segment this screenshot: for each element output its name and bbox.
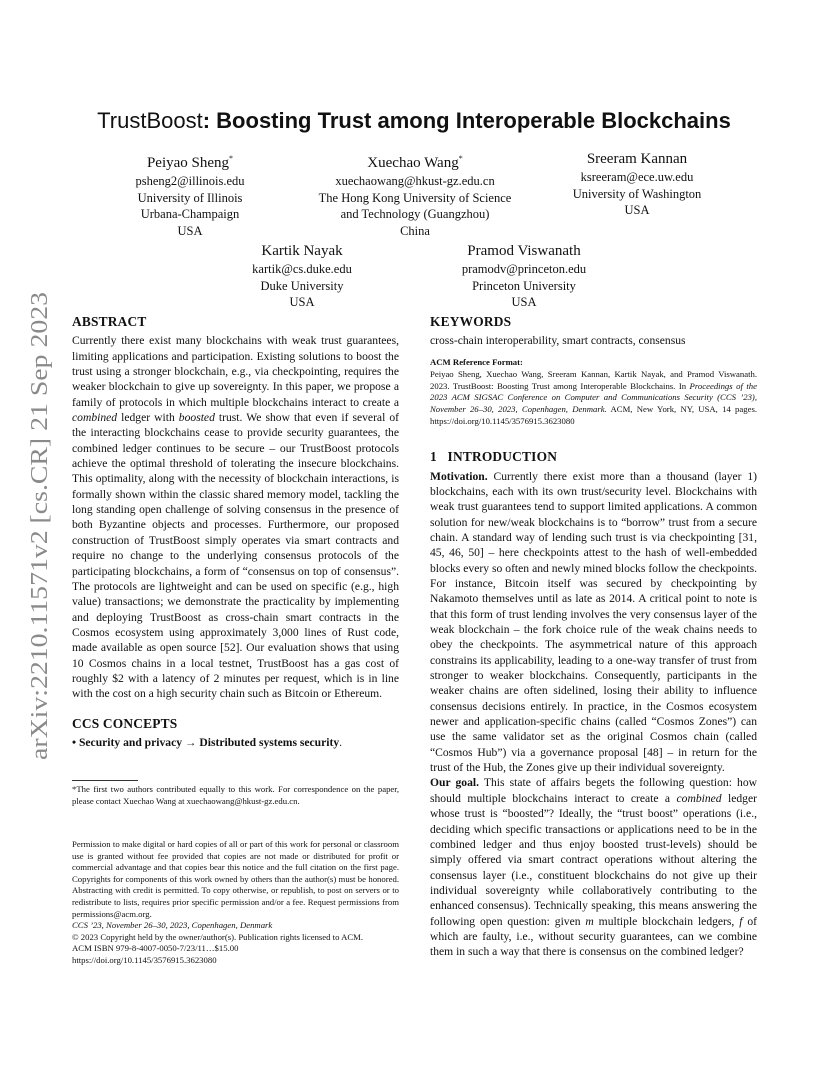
footnote: *The first two authors contributed equally to this work. For correspondence on the paper, please contact Xuechao Wang at xuechaowang@hkust-gz.edu.cn.	[72, 784, 399, 806]
author-block	[424, 242, 624, 311]
author-name: Kartik Nayak	[261, 243, 343, 259]
intro-motivation: Motivation. Currently there exist more than a thousand (layer 1) blockchains, each with its own trust/security level. Blockchains with weak trust guarantees tend to support limited applications. A common solution for new/weak blockchains is to “borrow” trust from a secure chain. A standard way of lending such trust is via checkpointing [31, 45, 46, 50] – here checkpoints attest to the hash of well-embedded blocks every so often and newly mined blocks follow the checkpoints. For instance, Bitcoin itself was secured by checkpointing by Nakamoto themselves until as late as 2014. A critical point to note is that this form of trust lending involves the very consensus layer of the weak blockchain – the fork choice rule of the weak chains needs to obey the checkpoints. The asymmetrical nature of this approach constrains its applicability, leading to a one-way transfer of trust from stronger to weaker blockchains. Consequently, participants in the weaker chains are often sidelined, losing their ability to influence consensus decisions entirely. In practice, in the Cosmos ecosystem newer and application-specific chains (called “Cosmos Zones”) can use the same validator set as the original Cosmos chain (called “Cosmos Hub”) via a governance proposal [48] – in return for the trust of the Hub, the Zones give up their individual sovereignty.	[430, 469, 757, 775]
copyright-line: © 2023 Copyright held by the owner/author(s). Publication rights licensed to ACM.	[72, 931, 364, 942]
ccs-concept: • Security and privacy → Distributed systems security.	[72, 735, 343, 749]
keywords-text: cross-chain interoperability, smart contracts, consensus	[430, 334, 686, 348]
author-country: USA	[177, 223, 203, 238]
footnote-rule	[72, 780, 138, 781]
author-block	[212, 242, 392, 311]
venue-line: CCS ’23, November 26–30, 2023, Copenhagen, Denmark	[72, 920, 273, 931]
intro-heading: 1 INTRODUCTION	[430, 449, 558, 465]
author-block	[540, 150, 734, 219]
left-column	[72, 314, 399, 750]
paper-title	[60, 108, 768, 134]
author-affiliation: Duke University	[260, 278, 344, 293]
author-email: psheng2@illinois.edu	[135, 174, 245, 188]
author-affiliation: University of Illinois	[137, 190, 243, 205]
keywords-heading: KEYWORDS	[430, 314, 512, 329]
author-affiliation: The Hong Kong University of Science	[318, 190, 512, 205]
author-email: pramodv@princeton.edu	[461, 262, 587, 276]
author-country: USA	[624, 203, 650, 218]
author-name: Sreeram Kannan	[586, 151, 688, 167]
isbn-line: ACM ISBN 979-8-4007-0050-7/23/11…$15.00	[72, 943, 239, 954]
author-email: ksreeram@ece.uw.edu	[580, 170, 694, 184]
author-country: USA	[289, 295, 315, 310]
arxiv-side-stamp	[22, 290, 54, 760]
author-email: xuechaowang@hkust-gz.edu.cn	[335, 174, 495, 188]
abstract-text: Currently there exist many blockchains with weak trust guarantees, limiting applications and participation. Existing solutions to boost the trust using a stronger blockchain, e.g., via checkpointing, requires the weaker blockchain to give up sovereignty. In this paper, we propose a family of protocols in which multiple blockchains interact to create a combined ledger with boosted trust. We show that even if several of the interacting blockchains cease to provide security guarantees, the combined ledger continues to be secure – our TrustBoost protocols achieve the optimal threshold of tolerating the insecure blockchains. This optimality, along with the necessity of blockchain interactions, is formally shown within the classic shared memory model, tackling the long standing open challenge of solving consensus in the presence of both Byzantine objects and processes. Furthermore, our proposed construction of TrustBoost simply operates via smart contracts and require no change to the underlying consensus protocols of the participating blockchains, a form of “consensus on top of consensus”. The protocols are lightweight and can be used on specific (e.g., high value) transactions; we demonstrate the practicality by implementing and deploying TrustBoost as cross-chain smart contracts in the Cosmos ecosystem using approximately 3,000 lines of Rust code, made available as open source [52]. Our evaluation shows that using 10 Cosmos chains in a local testnet, TrustBoost has a gas cost of roughly $2 with a latency of 2 minutes per request, which is in line with the cost on a high security chain such as Bitcoin or Ethereum.	[72, 334, 399, 701]
right-column	[430, 314, 757, 960]
abstract-heading: ABSTRACT	[72, 314, 147, 329]
acm-ref-text: Peiyao Sheng, Xuechao Wang, Sreeram Kannan, Kartik Nayak, and Pramod Viswanath. 2023. TrustBoost: Boosting Trust among Interoperable Blockchains. In Proceedings of the 2023 ACM SIGSAC Conference on Computer and Communications Security (CCS ’23), November 26–30, 2023, Copenhagen, Denmark. ACM, New York, NY, USA, 14 pages. https://doi.org/10.1145/3576915.3623080	[430, 369, 757, 426]
arxiv-identifier: arXiv:2210.11571v2 [cs.CR] 21 Sep 2023	[27, 355, 53, 760]
author-affiliation: Princeton University	[472, 278, 576, 293]
title-rest: : Boosting Trust among Interoperable Blockchains	[202, 108, 731, 133]
author-name: Peiyao Sheng*	[146, 154, 234, 171]
author-affiliation: and Technology (Guangzhou)	[340, 207, 490, 222]
doi-line: https://doi.org/10.1145/3576915.3623080	[72, 954, 217, 965]
title-prefix: TrustBoost	[97, 108, 203, 133]
author-country: USA	[511, 295, 537, 310]
permission-notice: Permission to make digital or hard copies of all or part of this work for personal or classroom use is granted without fee provided that copies are not made or distributed for profit or commercial advantage and that copies bear this notice and the full citation on the first page. Copyrights for components of this work owned by others than the author(s) must be honored. Abstracting with credit is permitted. To copy otherwise, or republish, to post on servers or to redistribute to lists, requires prior specific permission and/or a fee. Request permissions from permissions@acm.org.	[72, 839, 399, 919]
author-block	[290, 150, 540, 239]
author-name: Pramod Viswanath	[467, 243, 581, 259]
author-affiliation: University of Washington	[572, 186, 702, 201]
permission-block	[72, 839, 399, 967]
author-affiliation: Urbana-Champaign	[140, 207, 240, 222]
author-block	[100, 150, 280, 239]
author-email: kartik@cs.duke.edu	[252, 262, 352, 276]
intro-goal: Our goal. This state of affairs begets the following question: how should multiple blockchains interact to create a combined ledger whose trust is “boosted”? Ideally, the “trust boost” operations (i.e., deciding which specific transactions or applications need to be in the combined ledger and thus enjoy boosted trust-levels) should be simply offered via smart contract operations without altering the consensus layer (i.e., constituent blockchains do not give up their individual sovereignty while collaboratively contributing to the enhanced consensus). Technically speaking, this means answering the following open question: given m multiple blockchain ledgers, f of which are faulty, i.e., without security guarantees, can we combine them in such a way that there is consensus on the combined ledger?	[430, 776, 757, 959]
arxiv-stamp-svg	[22, 290, 54, 760]
acm-ref-heading: ACM Reference Format:	[430, 356, 523, 367]
author-name: Xuechao Wang*	[367, 154, 463, 171]
author-country: China	[400, 223, 430, 238]
ccs-heading: CCS CONCEPTS	[72, 715, 178, 731]
